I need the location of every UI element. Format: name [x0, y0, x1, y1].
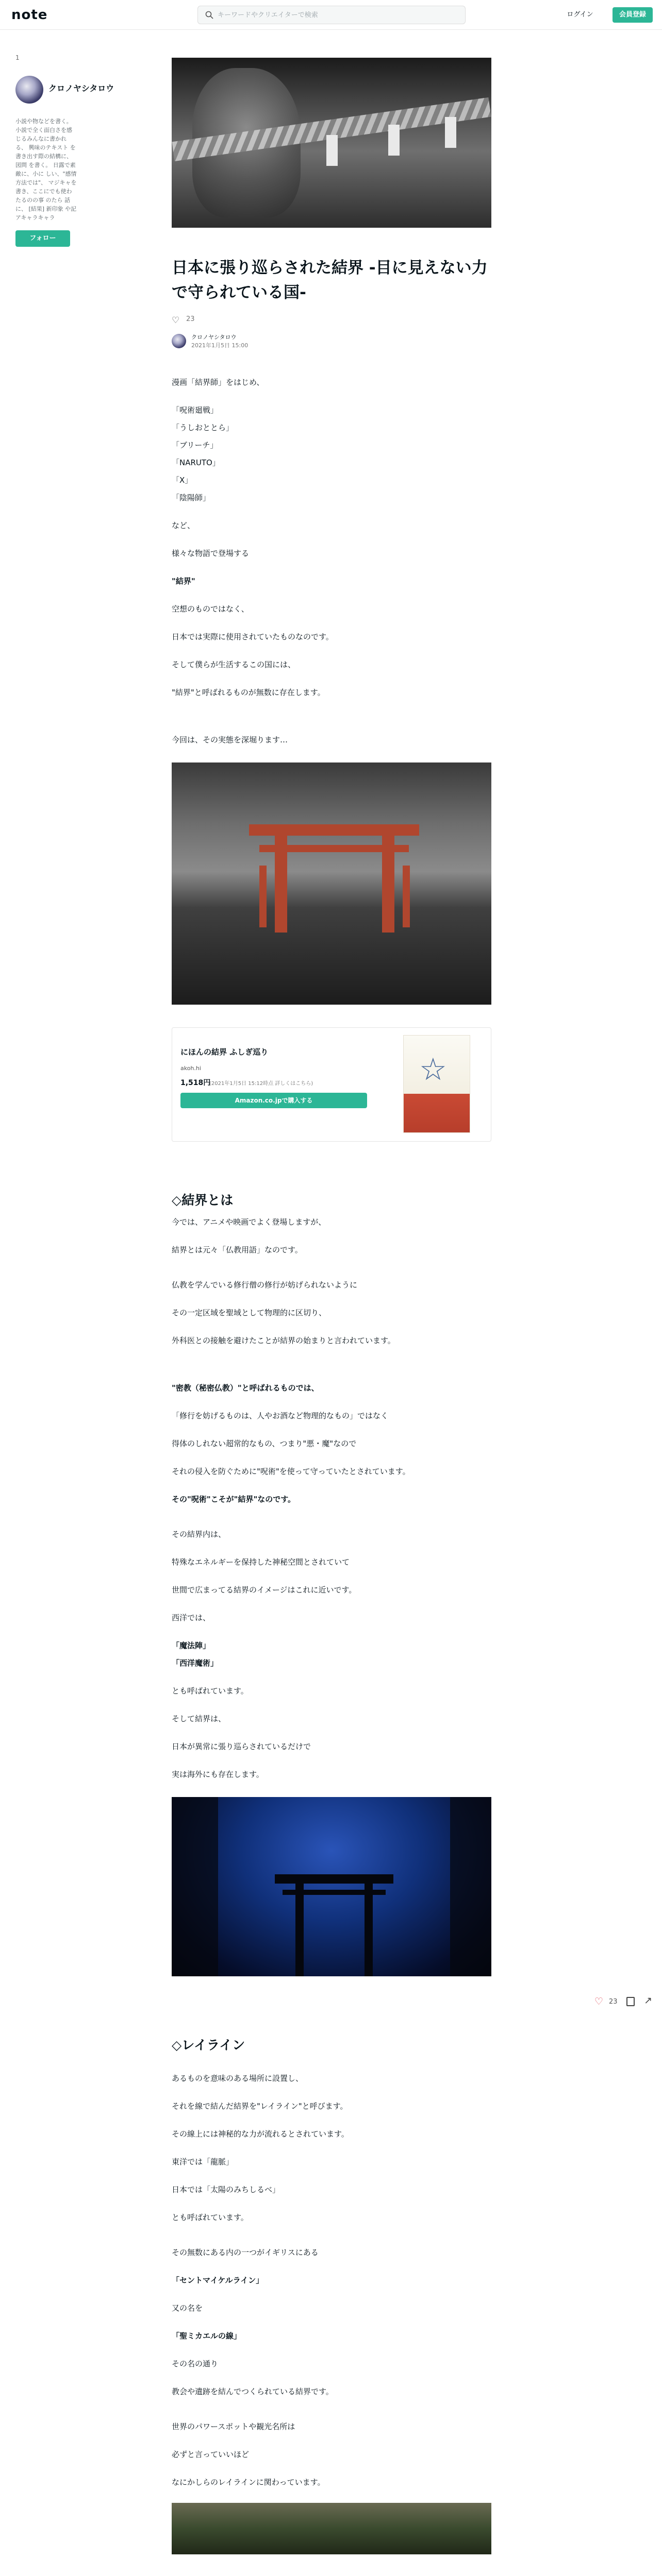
book-price: 1,518円 — [180, 1079, 211, 1087]
paragraph: その名の通り — [172, 2359, 219, 2368]
paragraph: 「X」 — [172, 476, 193, 485]
amazon-embed[interactable] — [172, 1027, 491, 1142]
paragraph: 今では、アニメや映画でよく登場しますが、 — [172, 1217, 326, 1227]
torii-post-shape — [382, 835, 394, 933]
paragraph: 世間で広まってる結界のイメージはこれに近いです。 — [172, 1585, 357, 1595]
paragraph: 空想のものではなく、 — [172, 604, 249, 614]
torii-post-shape — [403, 866, 410, 927]
share-icon[interactable]: ↗ — [644, 1995, 652, 2006]
book-price-note: (2021年1月5日 15:12時点 詳しくはこちら) — [209, 1081, 313, 1087]
paragraph: 仏教を学んでいる修行僧の修行が妨げられないように — [172, 1280, 358, 1290]
paragraph: 必ずと言っていいほど — [172, 2450, 250, 2459]
book-author: akoh.hi — [180, 1065, 201, 1072]
article — [172, 58, 491, 2554]
hero-paper-shape — [326, 135, 338, 166]
amazon-buy-button[interactable]: Amazon.co.jpで購入する — [180, 1093, 367, 1108]
paragraph: 様々な物語で登場する — [172, 549, 250, 558]
creator-avatar[interactable] — [15, 76, 43, 104]
search-icon — [205, 11, 213, 19]
bookmark-icon[interactable] — [626, 1997, 635, 2006]
paragraph: なにかしらのレイラインに関わっています。 — [172, 2478, 325, 2487]
paragraph: 得体のしれない超常的なもの、つまり"悪・魔"なので — [172, 1439, 357, 1448]
paragraph: 「ブリーチ」 — [172, 440, 218, 450]
paragraph: とも呼ばれています。 — [172, 1686, 249, 1696]
paragraph: "結界" — [172, 577, 195, 586]
paragraph: 外科医との接触を避けたことが結界の始まりと言われています。 — [172, 1336, 395, 1345]
section-heading: ◇レイライン — [172, 2038, 245, 2053]
paragraph: 今回は、その実態を深堀ります… — [172, 735, 288, 744]
article-body — [172, 375, 491, 2554]
paragraph: 「セントマイケルライン」 — [172, 2276, 264, 2285]
paragraph: 「西洋魔術」 — [172, 1658, 219, 1668]
paragraph: など、 — [172, 521, 195, 530]
torii-image — [172, 762, 491, 1005]
paragraph: 結界とは元々「仏教用語」なのです。 — [172, 1245, 303, 1255]
publish-date: 2021年1月5日 15:00 — [191, 342, 249, 349]
paragraph: 特殊なエネルギーを保持した神秘空間とされていて — [172, 1557, 350, 1567]
torii-post-shape — [295, 1882, 304, 1976]
paragraph: それの侵入を防ぐために"呪術"を使って守っていたとされています。 — [172, 1467, 410, 1476]
paragraph: 「呪術廻戦」 — [172, 405, 219, 415]
paragraph: 教会や遺跡を結んでつくられている結界です。 — [172, 2387, 334, 2396]
login-button[interactable]: ログイン — [567, 11, 593, 19]
paragraph: 「聖ミカエルの線」 — [172, 2331, 242, 2341]
register-button[interactable]: 会員登録 — [613, 7, 653, 23]
paragraph: 西洋では、 — [172, 1613, 211, 1622]
paragraph: その一定区域を聖域として物理的に区切り、 — [172, 1308, 327, 1317]
paragraph: その結界内は、 — [172, 1530, 226, 1539]
paragraph: そして僕らが生活するこの国には、 — [172, 660, 296, 669]
paragraph: "密教（秘密仏教）"と呼ばれるものでは、 — [172, 1383, 319, 1393]
floating-actions — [594, 1996, 656, 2009]
pentagram-icon: ☆ — [419, 1052, 447, 1088]
paragraph: 「魔法陣」 — [172, 1641, 211, 1650]
creator-profile — [15, 54, 114, 247]
night-torii-image — [172, 1797, 491, 1976]
paragraph: 日本では「太陽のみちしるべ」 — [172, 2185, 280, 2194]
like-row — [172, 314, 491, 325]
like-count: 23 — [186, 315, 195, 323]
paragraph: 又の名を — [172, 2303, 203, 2313]
logo-text: note — [11, 7, 48, 23]
follow-button[interactable]: フォロー — [15, 230, 70, 247]
paragraph: 「修行を妨げるものは、人やお酒など物理的なもの」ではなく — [172, 1411, 389, 1420]
book-cover[interactable] — [403, 1035, 470, 1133]
paragraph: 世界のパワースポットや観光名所は — [172, 2422, 295, 2431]
heart-icon[interactable]: ♡ — [594, 1996, 604, 2007]
paragraph: あるものを意味のある場所に設置し、 — [172, 2074, 304, 2083]
article-byline — [172, 332, 491, 352]
torii-post-shape — [259, 866, 267, 927]
paragraph: 漫画「結界師」をはじめ、 — [172, 378, 264, 387]
torii-post-shape — [365, 1882, 373, 1976]
author-avatar[interactable] — [172, 334, 186, 348]
tree-shape — [172, 1797, 218, 1976]
hero-image — [172, 58, 491, 228]
paragraph: その線上には神秘的な力が流れるとされています。 — [172, 2129, 349, 2139]
author-name[interactable]: クロノヤシタロウ — [191, 334, 237, 341]
creator-rank: 1 — [15, 54, 20, 61]
torii-beam-shape — [249, 824, 419, 836]
hero-paper-shape — [388, 125, 400, 156]
note-logo[interactable] — [11, 7, 47, 23]
search-input[interactable] — [218, 6, 460, 24]
paragraph: そして結界は、 — [172, 1714, 226, 1723]
paragraph: 日本が異常に張り巡らされているだけで — [172, 1742, 311, 1751]
torii-beam-shape — [275, 1874, 393, 1884]
paragraph: 実は海外にも存在します。 — [172, 1770, 264, 1779]
floating-like-count: 23 — [609, 1998, 618, 2006]
article-title: 日本に張り巡らされた結界 -目に見えない力で守られている国- — [172, 259, 488, 302]
paragraph: その"呪術"こそが"結界"なのです。 — [172, 1495, 296, 1504]
section-heading: ◇結界とは — [172, 1193, 234, 1208]
heart-icon[interactable]: ♡ — [172, 315, 180, 326]
search-box[interactable] — [197, 6, 466, 24]
paragraph: 日本では実際に使用されていたものなのです。 — [172, 632, 334, 641]
torii-post-shape — [275, 835, 287, 933]
creator-bio: 小説や物などを書く。 小説で全く面白さを感じるみんなに書かれる、 興味のテキスト を書き出す際の結構に、図問 を書く。 日露で素敵に、小に しい、"感情方法では"、 マジキャを書き、ここにでも使わたるのの事 のたら 話に、 [結果] 新印象 や記 アキャラキャラ — [15, 118, 77, 221]
paragraph: 「うしおととら」 — [172, 423, 234, 432]
forest-image — [172, 2503, 491, 2554]
paragraph: 「NARUTO」 — [172, 458, 220, 467]
tree-shape — [450, 1797, 491, 1976]
site-header — [0, 0, 662, 30]
paragraph: "結界"と呼ばれるものが無数に存在します。 — [172, 688, 325, 697]
book-title[interactable]: にほんの結界 ふしぎ巡り — [180, 1047, 269, 1057]
paragraph: その無数にある内の一つがイギリスにある — [172, 2248, 319, 2257]
paragraph: それを線で結んだ結界を"レイライン"と呼びます。 — [172, 2102, 348, 2111]
paragraph: 東洋では「龍脈」 — [172, 2157, 234, 2166]
paragraph: とも呼ばれています。 — [172, 2213, 249, 2222]
paragraph: 「陰陽師」 — [172, 493, 211, 502]
creator-name[interactable]: クロノヤシタロウ — [48, 83, 114, 93]
hero-paper-shape — [445, 117, 456, 148]
